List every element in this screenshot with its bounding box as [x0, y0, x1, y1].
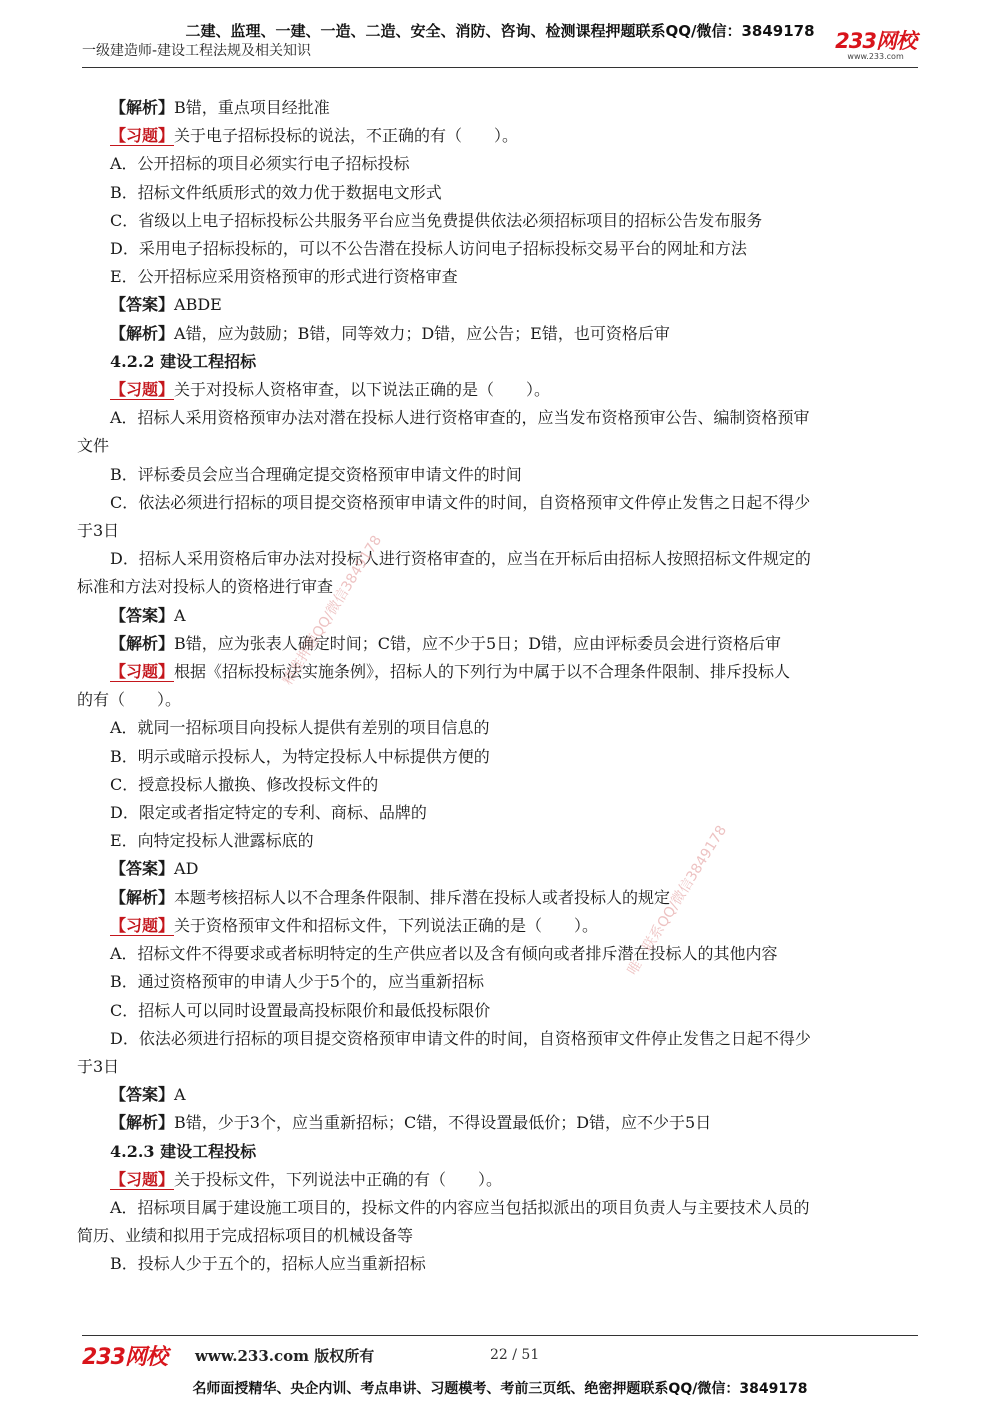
- line-text: E．公开招标应采用资格预审的形式进行资格审查: [110, 267, 458, 287]
- line-text: C．依法必须进行招标的项目提交资格预审申请文件的时间，自资格预审文件停止发售之日起不得少: [110, 492, 811, 512]
- document-line: [77, 150, 927, 178]
- document-line: [77, 1166, 927, 1194]
- line-text: B．明示或暗示投标人，为特定投标人中标提供方便的: [110, 746, 490, 766]
- document-line: [77, 207, 927, 235]
- document-line: [77, 827, 927, 855]
- document-line: [77, 799, 927, 827]
- document-line: [77, 263, 927, 291]
- line-text: A．就同一招标项目向投标人提供有差别的项目信息的: [110, 718, 490, 738]
- line-text: 关于对投标人资格审查，以下说法正确的是（ ）。: [174, 380, 551, 400]
- line-text: A: [174, 1085, 186, 1105]
- line-text: A．公开招标的项目必须实行电子招标投标: [110, 154, 410, 174]
- label-tag: 【解析】: [110, 887, 175, 907]
- question-tag: 【习题】: [110, 126, 175, 146]
- question-tag: 【习题】: [110, 1169, 175, 1189]
- page-number: 22 / 51: [490, 1347, 540, 1363]
- document-line: [77, 489, 927, 517]
- line-text: 简历、业绩和拟用于完成招标项目的机械设备等: [77, 1226, 414, 1246]
- line-text: 根据《招标投标法实施条例》，招标人的下列行为中属于以不合理条件限制、排斥投标人: [174, 662, 791, 682]
- document-line: [77, 517, 927, 545]
- document-line: [77, 1250, 927, 1278]
- document-line: [77, 855, 927, 883]
- document-line: [77, 1222, 927, 1250]
- document-line: [77, 461, 927, 489]
- line-text: A．招标项目属于建设施工项目的，投标文件的内容应当包括拟派出的项目负责人与主要技术人员的: [110, 1197, 810, 1217]
- document-line: [77, 545, 927, 573]
- section-heading: 4.2.2 建设工程招标: [110, 351, 257, 371]
- section-heading: 4.2.3 建设工程投标: [110, 1141, 257, 1161]
- label-tag: 【解析】: [110, 633, 175, 653]
- line-text: 关于资格预审文件和招标文件，下列说法正确的是（ ）。: [174, 915, 599, 935]
- document-line: [77, 376, 927, 404]
- document-line: [77, 235, 927, 263]
- watermark-1: 精准押题QQ/微信3849178: [279, 532, 386, 689]
- document-line: [77, 291, 927, 319]
- footer-promo: 名师面授精华、央企内训、考点串讲、习题模考、考前三页纸、绝密押题联系QQ/微信：3849178: [192, 1381, 808, 1397]
- brand-logo: [835, 30, 916, 61]
- document-line: [77, 1138, 927, 1166]
- document-line: [77, 94, 927, 122]
- document-line: [77, 630, 927, 658]
- line-text: C．省级以上电子招标投标公共服务平台应当免费提供依法必须招标项目的招标公告发布服务: [110, 210, 763, 230]
- header-promo: 二建、监理、一建、一造、二造、安全、消防、咨询、检测课程押题联系QQ/微信：3849178: [185, 22, 815, 40]
- document-line: [77, 1194, 927, 1222]
- document-line: [77, 1081, 927, 1109]
- footer-copyright: www.233.com 版权所有: [195, 1347, 375, 1365]
- line-text: B．通过资格预审的申请人少于5个的，应当重新招标: [110, 972, 484, 992]
- document-line: [77, 320, 927, 348]
- document-line: [77, 404, 927, 432]
- document-line: [77, 1025, 927, 1053]
- document-line: [77, 1109, 927, 1137]
- line-text: A: [174, 605, 186, 625]
- line-text: 文件: [77, 436, 110, 456]
- document-line: [77, 179, 927, 207]
- line-text: C．招标人可以同时设置最高投标限价和最低投标限价: [110, 1000, 491, 1020]
- line-text: C．授意投标人撤换、修改投标文件的: [110, 774, 379, 794]
- line-text: A．招标人采用资格预审办法对潜在投标人进行资格审查的，应当发布资格预审公告、编制资格预审: [110, 408, 810, 428]
- line-text: 的有（ ）。: [77, 690, 182, 710]
- brand-logo-mark: 233网校: [835, 29, 916, 53]
- document-line: [77, 912, 927, 940]
- label-tag: 【答案】: [110, 605, 175, 625]
- document-line: [77, 940, 927, 968]
- document-line: [77, 658, 927, 686]
- line-text: B．评标委员会应当合理确定提交资格预审申请文件的时间: [110, 464, 522, 484]
- line-text: D．招标人采用资格后审办法对投标人进行资格审查的，应当在开标后由招标人按照招标文件规定的: [110, 549, 811, 569]
- label-tag: 【解析】: [110, 98, 175, 117]
- line-text: E．向特定投标人泄露标底的: [110, 831, 314, 851]
- document-line: [77, 432, 927, 460]
- line-text: D．依法必须进行招标的项目提交资格预审申请文件的时间，自资格预审文件停止发售之日起不得少: [110, 1028, 811, 1048]
- line-text: AD: [174, 859, 199, 879]
- line-text: B错，少于3个，应当重新招标；C错，不得设置最低价；D错，应不少于5日: [174, 1113, 712, 1133]
- footer-logo: 233网校: [82, 1345, 167, 1370]
- line-text: 关于电子招标投标的说法，不正确的有（ ）。: [174, 126, 519, 146]
- document-line: [77, 122, 927, 150]
- label-tag: 【答案】: [110, 1085, 175, 1105]
- line-text: B．投标人少于五个的，招标人应当重新招标: [110, 1254, 426, 1274]
- line-text: D．限定或者指定特定的专利、商标、品牌的: [110, 803, 427, 823]
- header-divider: [82, 67, 918, 68]
- document-line: [77, 771, 927, 799]
- question-tag: 【习题】: [110, 380, 175, 400]
- document-line: [77, 743, 927, 771]
- line-text: A．招标文件不得要求或者标明特定的生产供应者以及含有倾向或者排斥潜在投标人的其他内容: [110, 944, 778, 964]
- line-text: 关于投标文件，下列说法中正确的有（ ）。: [174, 1169, 503, 1189]
- document-line: [77, 997, 927, 1025]
- brand-logo-url: www.233.com: [847, 52, 904, 61]
- footer-divider: [82, 1335, 918, 1336]
- line-text: 于3日: [77, 1056, 120, 1076]
- line-text: 本题考核招标人以不合理条件限制、排斥潜在投标人或者投标人的规定: [174, 887, 671, 907]
- document-line: [77, 714, 927, 742]
- question-tag: 【习题】: [110, 662, 175, 682]
- document-subtitle: 一级建造师-建设工程法规及相关知识: [82, 43, 312, 59]
- document-line: [77, 602, 927, 630]
- line-text: 于3日: [77, 521, 120, 541]
- line-text: B错，重点项目经批准: [174, 98, 330, 117]
- line-text: ABDE: [174, 295, 222, 315]
- label-tag: 【答案】: [110, 295, 175, 315]
- document-line: [77, 968, 927, 996]
- label-tag: 【解析】: [110, 323, 175, 343]
- label-tag: 【答案】: [110, 859, 175, 879]
- document-line: [77, 348, 927, 376]
- watermark-2: 唯一联系QQ/微信3849178: [624, 822, 731, 979]
- line-text: B错，应为张表人确定时间；C错，应不少于5日；D错，应由评标委员会进行资格后审: [174, 633, 782, 653]
- line-text: 标准和方法对投标人的资格进行审查: [77, 577, 334, 597]
- question-tag: 【习题】: [110, 915, 175, 935]
- document-line: [77, 573, 927, 601]
- document-line: [77, 1053, 927, 1081]
- line-text: B．招标文件纸质形式的效力优于数据电文形式: [110, 182, 442, 202]
- document-body: [77, 94, 927, 1279]
- document-line: [77, 686, 927, 714]
- label-tag: 【解析】: [110, 1113, 175, 1133]
- line-text: A错，应为鼓励；B错，同等效力；D错，应公告；E错，也可资格后审: [174, 323, 670, 343]
- line-text: D．采用电子招标投标的，可以不公告潜在投标人访问电子招标投标交易平台的网址和方法: [110, 239, 747, 259]
- document-line: [77, 884, 927, 912]
